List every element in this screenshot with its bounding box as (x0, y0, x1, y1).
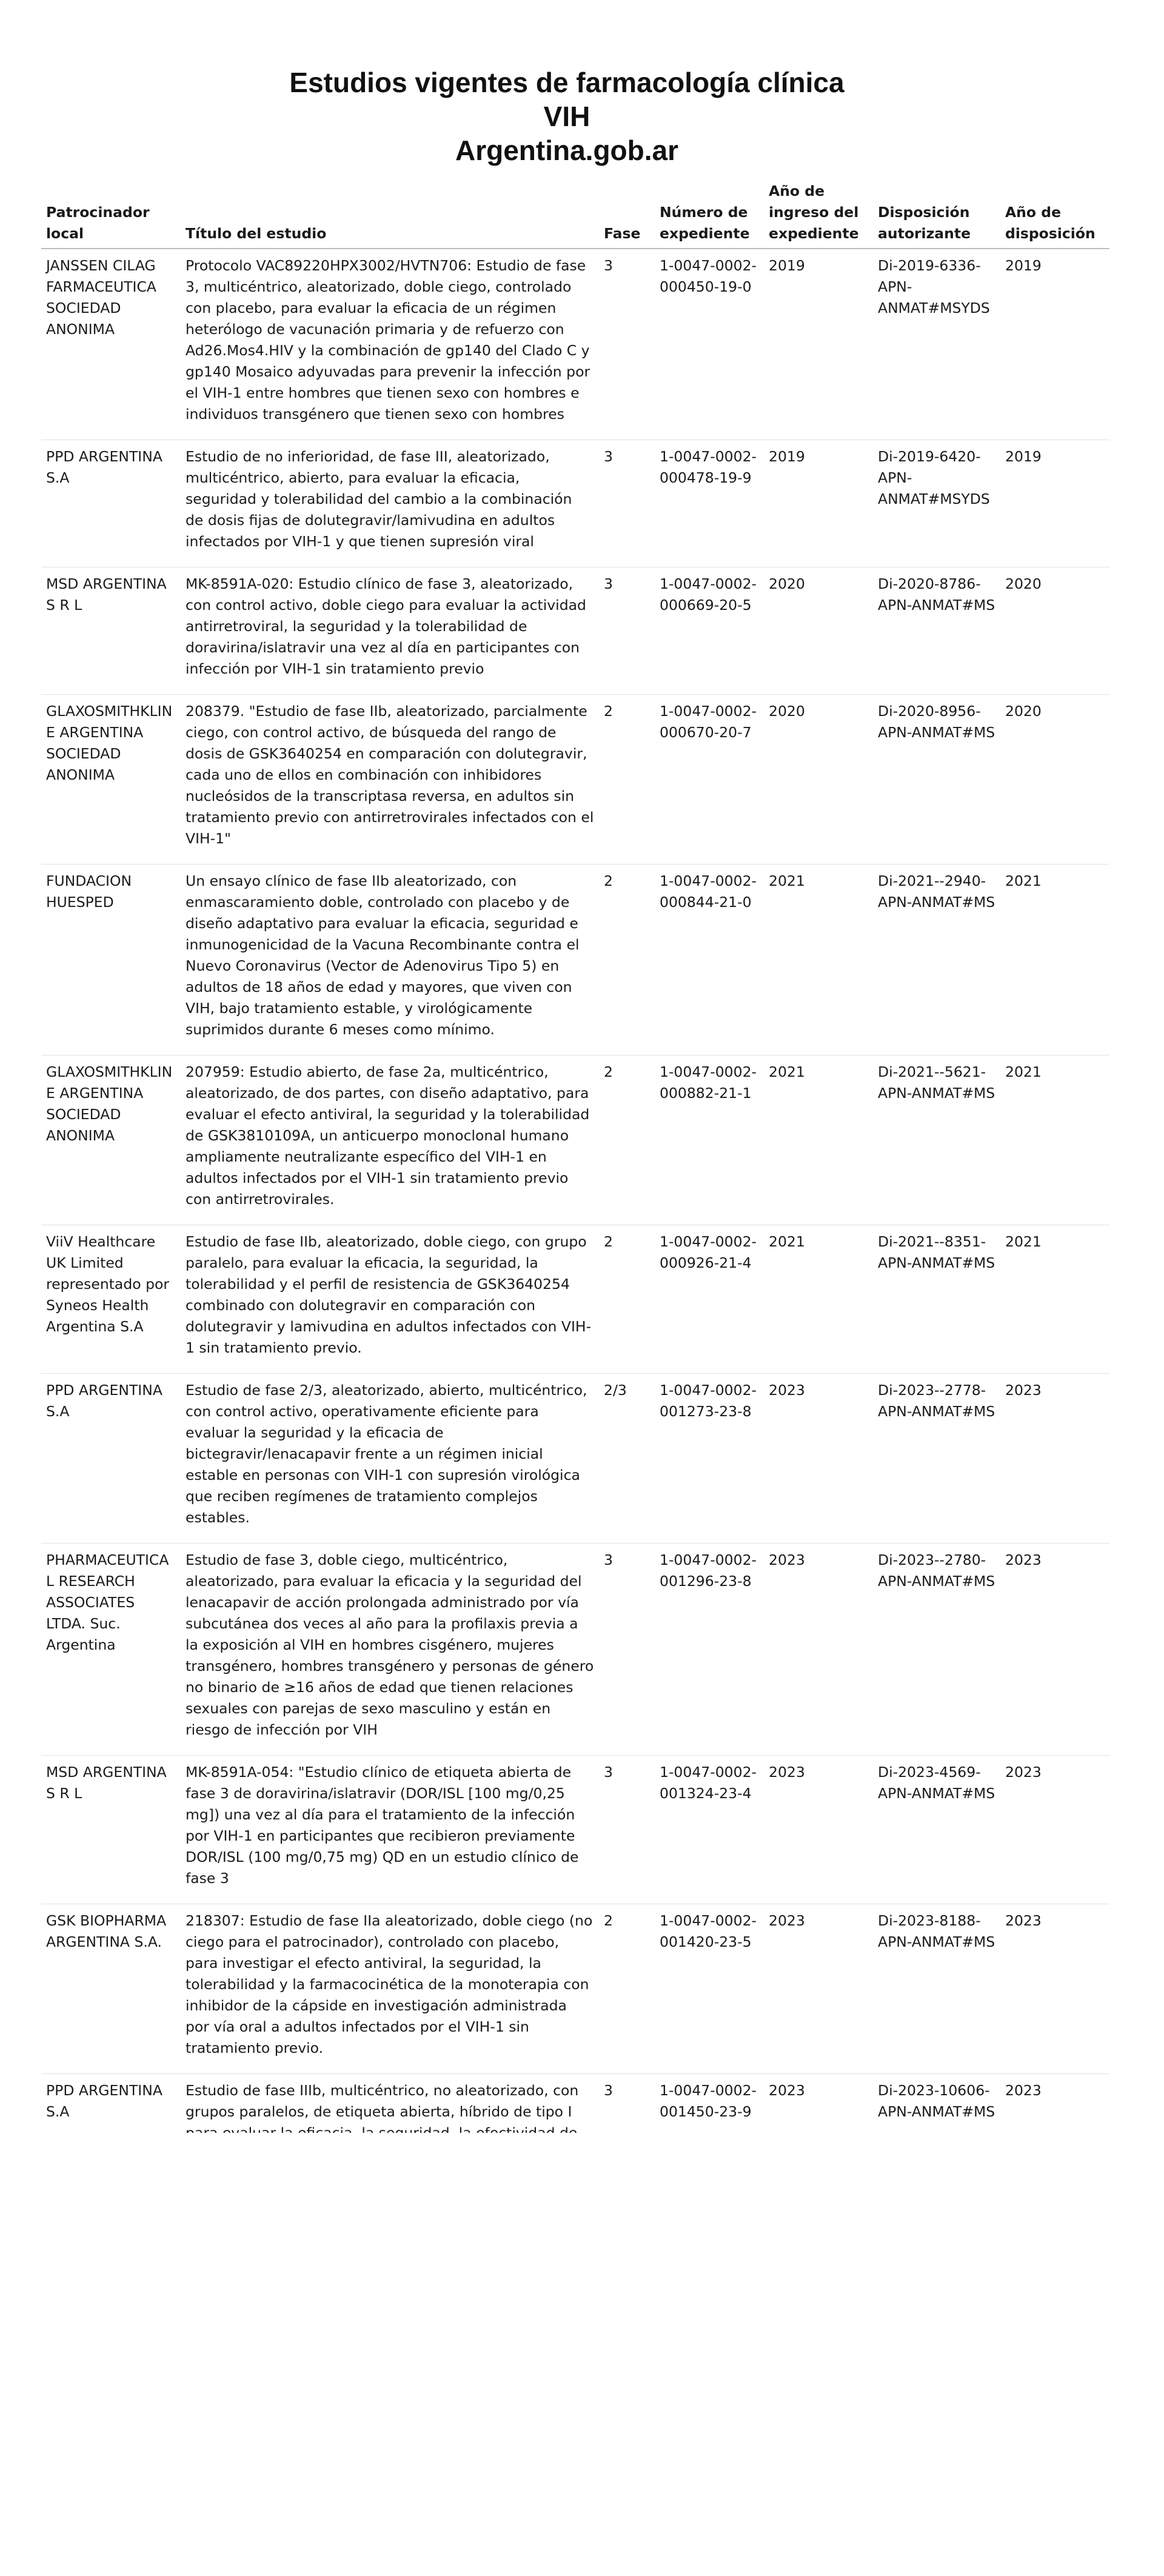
table-row (41, 865, 1109, 1055)
column-header-year: Año de ingreso del expediente (764, 181, 873, 249)
cell-phase: 2 (599, 865, 655, 1055)
cell-sponsor: GSK BIOPHARMA ARGENTINA S.A. (41, 1904, 181, 2074)
page-title-line-2: VIH (543, 101, 590, 132)
cell-disposicion: Di-2023-10606-APN-ANMAT#MS (873, 2074, 1000, 2307)
table-row (41, 440, 1109, 567)
cell-disp-year: 2023 (1000, 1904, 1109, 2074)
cell-expediente: 1-0047-0002-001450-23-9 (655, 2074, 764, 2307)
cell-year: 2023 (764, 2074, 873, 2307)
table-row (41, 1374, 1109, 1544)
cell-phase: 2 (599, 1055, 655, 1225)
cell-disposicion: Di-2023-4569-APN-ANMAT#MS (873, 1756, 1000, 1904)
column-header-phase: Fase (599, 181, 655, 249)
cell-phase: 3 (599, 440, 655, 567)
page-bottom-blank-area (0, 2133, 1164, 2576)
column-header-disp-year: Año de disposición (1000, 181, 1109, 249)
cell-disp-year: 2023 (1000, 1544, 1109, 1756)
cell-expediente: 1-0047-0002-000670-20-7 (655, 695, 764, 865)
cell-title: 208379. "Estudio de fase IIb, aleatorizado, parcialmente ciego, con control activo, de búsqueda del rango de dosis de GSK3640254 en comparación con dolutegravir, cada uno de ellos en combinación con inhibidores nucleósidos de la transcriptasa reversa, en adultos sin tratamiento previo con antirretrovirales infectados con el VIH-1" (181, 695, 599, 865)
cell-sponsor: ViiV Healthcare UK Limited representado por Syneos Health Argentina S.A (41, 1225, 181, 1374)
cell-expediente: 1-0047-0002-000450-19-0 (655, 249, 764, 440)
table-row (41, 1904, 1109, 2074)
cell-year: 2019 (764, 440, 873, 567)
cell-sponsor: MSD ARGENTINA S R L (41, 567, 181, 695)
cell-disp-year: 2021 (1000, 1225, 1109, 1374)
cell-title: Estudio de fase 3, doble ciego, multicéntrico, aleatorizado, para evaluar la eficacia y la seguridad del lenacapavir de acción prolongada administrado por vía subcutánea dos veces al año para la profilaxis previa a la exposición al VIH en hombres cisgénero, mujeres transgénero, hombres transgénero y personas de género no binario de ≥16 años de edad que tienen relaciones sexuales con parejas de sexo masculino y están en riesgo de infección por VIH (181, 1544, 599, 1756)
cell-year: 2023 (764, 1544, 873, 1756)
table-row (41, 249, 1109, 440)
cell-year: 2020 (764, 695, 873, 865)
cell-year: 2023 (764, 1374, 873, 1544)
cell-year: 2020 (764, 567, 873, 695)
cell-disposicion: Di-2021--2940-APN-ANMAT#MS (873, 865, 1000, 1055)
table-row (41, 1756, 1109, 1904)
cell-title: Protocolo VAC89220HPX3002/HVTN706: Estudio de fase 3, multicéntrico, aleatorizado, doble ciego, controlado con placebo, para evaluar la eficacia de un régimen heterólogo de vacunación primaria y de refuerzo con Ad26.Mos4.HIV y la combinación de gp140 del Clado C y gp140 Mosaico adyuvadas para prevenir la infección por el VIH-1 entre hombres que tienen sexo con hombres e individuos transgénero que tienen sexo con hombres (181, 249, 599, 440)
cell-sponsor: PPD ARGENTINA S.A (41, 2074, 181, 2307)
cell-disp-year: 2020 (1000, 695, 1109, 865)
cell-sponsor: FUNDACION HUESPED (41, 865, 181, 1055)
cell-disposicion: Di-2023-8188-APN-ANMAT#MS (873, 1904, 1000, 2074)
cell-expediente: 1-0047-0002-000844-21-0 (655, 865, 764, 1055)
cell-sponsor: MSD ARGENTINA S R L (41, 1756, 181, 1904)
cell-sponsor: JANSSEN CILAG FARMACEUTICA SOCIEDAD ANONIMA (41, 249, 181, 440)
cell-year: 2023 (764, 1904, 873, 2074)
cell-expediente: 1-0047-0002-000926-21-4 (655, 1225, 764, 1374)
cell-year: 2021 (764, 1055, 873, 1225)
table-row (41, 1225, 1109, 1374)
cell-disposicion: Di-2021--8351-APN-ANMAT#MS (873, 1225, 1000, 1374)
column-header-expediente: Número de expediente (655, 181, 764, 249)
cell-disp-year: 2021 (1000, 1055, 1109, 1225)
cell-phase: 2 (599, 1904, 655, 2074)
cell-sponsor: PPD ARGENTINA S.A (41, 440, 181, 567)
table-row (41, 567, 1109, 695)
cell-sponsor: GLAXOSMITHKLINE ARGENTINA SOCIEDAD ANONIMA (41, 695, 181, 865)
cell-disp-year: 2023 (1000, 2074, 1109, 2307)
cell-year: 2019 (764, 249, 873, 440)
cell-disp-year: 2020 (1000, 567, 1109, 695)
cell-phase: 3 (599, 2074, 655, 2307)
cell-disp-year: 2019 (1000, 249, 1109, 440)
table-header-row (41, 181, 1109, 249)
cell-sponsor: GLAXOSMITHKLINE ARGENTINA SOCIEDAD ANONIMA (41, 1055, 181, 1225)
page-title-line-3: Argentina.gob.ar (455, 135, 679, 166)
cell-title: MK-8591A-020: Estudio clínico de fase 3, aleatorizado, con control activo, doble ciego para evaluar la actividad antirretroviral, la seguridad y la tolerabilidad de doravirina/islatravir una vez al día en participantes con infección por VIH-1 sin tratamiento previo (181, 567, 599, 695)
column-header-disposicion: Disposición autorizante (873, 181, 1000, 249)
cell-title: Estudio de fase IIIb, multicéntrico, no aleatorizado, con grupos paralelos, de etiqueta abierta, híbrido de tipo I (181, 2074, 599, 2307)
cell-phase: 3 (599, 1544, 655, 1756)
column-header-sponsor: Patrocinador local (41, 181, 181, 249)
cell-phase: 3 (599, 567, 655, 695)
cell-phase: 2 (599, 1225, 655, 1374)
cell-disposicion: Di-2020-8786-APN-ANMAT#MS (873, 567, 1000, 695)
cell-title: 207959: Estudio abierto, de fase 2a, multicéntrico, aleatorizado, de dos partes, con diseño adaptativo, para evaluar el efecto antiviral, la seguridad y la tolerabilidad de GSK3810109A, un anticuerpo monoclonal humano ampliamente neutralizante específico del VIH-1 en adultos infectados por el VIH-1 sin tratamiento previo con antirretrovirales. (181, 1055, 599, 1225)
column-header-title: Título del estudio (181, 181, 599, 249)
cell-disposicion: Di-2021--5621-APN-ANMAT#MS (873, 1055, 1000, 1225)
cell-expediente: 1-0047-0002-000882-21-1 (655, 1055, 764, 1225)
cell-phase: 3 (599, 249, 655, 440)
cell-phase: 2 (599, 695, 655, 865)
cell-title: Estudio de fase 2/3, aleatorizado, abierto, multicéntrico, con control activo, operativamente eficiente para evaluar la seguridad y la eficacia de bictegravir/lenacapavir frente a un régimen inicial estable en personas con VIH-1 con supresión virológica que reciben regímenes de tratamiento complejos estables. (181, 1374, 599, 1544)
cell-expediente: 1-0047-0002-001296-23-8 (655, 1544, 764, 1756)
cell-expediente: 1-0047-0002-001273-23-8 (655, 1374, 764, 1544)
table-row (41, 695, 1109, 865)
page-title (0, 65, 1134, 167)
cell-disp-year: 2019 (1000, 440, 1109, 567)
cell-expediente: 1-0047-0002-001420-23-5 (655, 1904, 764, 2074)
cell-disp-year: 2021 (1000, 865, 1109, 1055)
table-row (41, 1055, 1109, 1225)
cell-title: Estudio de no inferioridad, de fase III, aleatorizado, multicéntrico, abierto, para evaluar la eficacia, seguridad y tolerabilidad del cambio a la combinación de dosis fijas de dolutegravir/lamivudina en adultos infectados por VIH-1 y que tienen supresión viral (181, 440, 599, 567)
cell-phase: 2/3 (599, 1374, 655, 1544)
studies-table (41, 181, 1109, 2307)
cell-expediente: 1-0047-0002-001324-23-4 (655, 1756, 764, 1904)
cell-disposicion: Di-2023--2780-APN-ANMAT#MS (873, 1544, 1000, 1756)
cell-disp-year: 2023 (1000, 1756, 1109, 1904)
cell-expediente: 1-0047-0002-000669-20-5 (655, 567, 764, 695)
cell-disposicion: Di-2019-6336-APN-ANMAT#MSYDS (873, 249, 1000, 440)
page-title-line-1: Estudios vigentes de farmacología clínica (289, 67, 845, 98)
cell-year: 2021 (764, 865, 873, 1055)
cell-title: 218307: Estudio de fase IIa aleatorizado, doble ciego (no ciego para el patrocinador), controlado con placebo, para investigar el efecto antiviral, la seguridad, la tolerabilidad y la farmacocinética de la monoterapia con inhibidor de la cápside en investigación administrada por vía oral a adultos infectados por el VIH-1 sin tratamiento previo. (181, 1904, 599, 2074)
cell-sponsor: PHARMACEUTICAL RESEARCH ASSOCIATES LTDA. Suc. Argentina (41, 1544, 181, 1756)
cell-year: 2023 (764, 1756, 873, 1904)
cell-sponsor: PPD ARGENTINA S.A (41, 1374, 181, 1544)
cell-disposicion: Di-2023--2778-APN-ANMAT#MS (873, 1374, 1000, 1544)
cell-phase: 3 (599, 1756, 655, 1904)
cell-year: 2021 (764, 1225, 873, 1374)
cell-title: Un ensayo clínico de fase IIb aleatorizado, con enmascaramiento doble, controlado con placebo y de diseño adaptativo para evaluar la eficacia, seguridad e inmunogenicidad de la Vacuna Recombinante contra el Nuevo Coronavirus (Vector de Adenovirus Tipo 5) en adultos de 18 años de edad y mayores, que viven con VIH, bajo tratamiento estable, y virológicamente suprimidos durante 6 meses como mínimo. (181, 865, 599, 1055)
cell-title: MK-8591A-054: "Estudio clínico de etiqueta abierta de fase 3 de doravirina/islatravir (DOR/ISL [100 mg/0,25 mg]) una vez al día para el tratamiento de la infección por VIH-1 en participantes que recibieron previamente DOR/ISL (100 mg/0,75 mg) QD en un estudio clínico de fase 3 (181, 1756, 599, 1904)
table-row (41, 1544, 1109, 1756)
cell-expediente: 1-0047-0002-000478-19-9 (655, 440, 764, 567)
cell-title: Estudio de fase IIb, aleatorizado, doble ciego, con grupo paralelo, para evaluar la eficacia, la seguridad, la tolerabilidad y el perfil de resistencia de GSK3640254 combinado con dolutegravir en comparación con dolutegravir y lamivudina en adultos infectados con VIH-1 sin tratamiento previo. (181, 1225, 599, 1374)
cell-disp-year: 2023 (1000, 1374, 1109, 1544)
cell-disposicion: Di-2020-8956-APN-ANMAT#MS (873, 695, 1000, 865)
cell-disposicion: Di-2019-6420-APN-ANMAT#MSYDS (873, 440, 1000, 567)
